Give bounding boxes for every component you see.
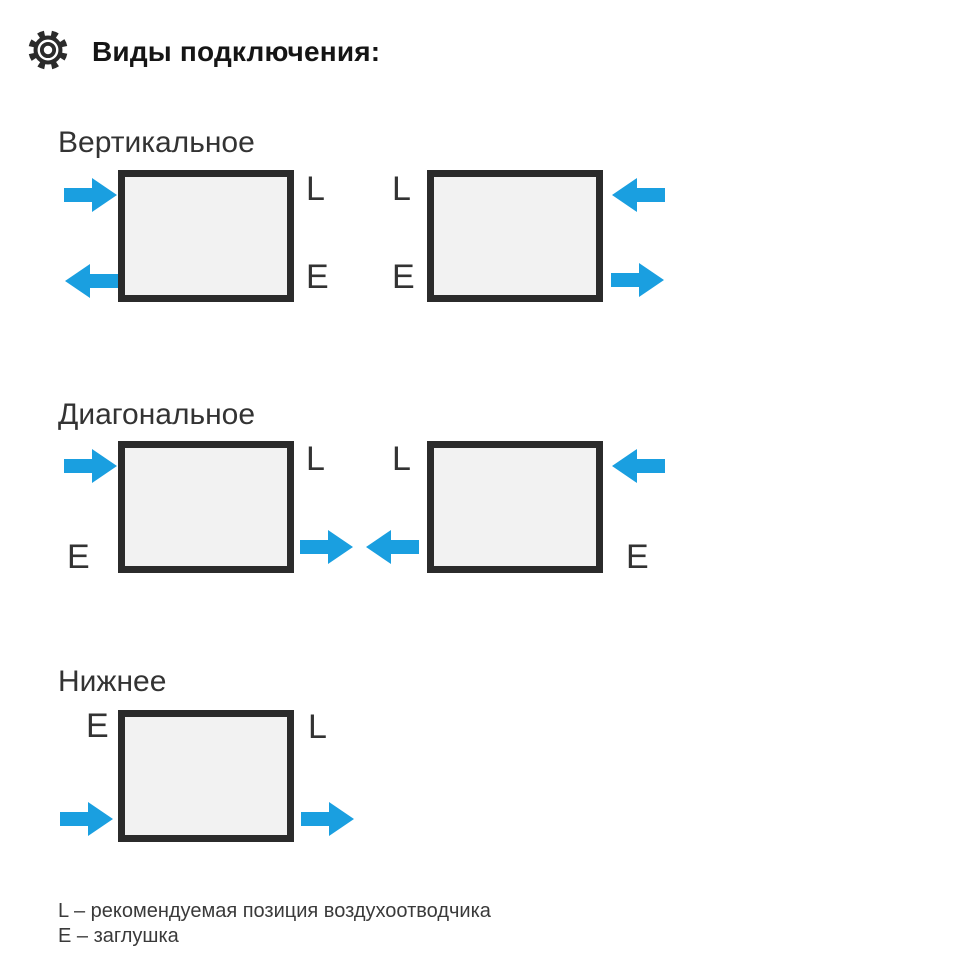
port-label-l: L — [308, 708, 327, 746]
inlet-arrow-icon — [611, 177, 665, 213]
outlet-arrow-icon — [64, 263, 118, 299]
inlet-arrow-icon — [64, 177, 118, 213]
outlet-arrow-icon — [300, 529, 354, 565]
radiator-rect — [118, 441, 294, 573]
gear-icon — [25, 27, 71, 73]
inlet-arrow-icon — [611, 448, 665, 484]
port-label-e: E — [67, 538, 90, 576]
section-title-bottom: Нижнее — [58, 665, 167, 698]
port-label-e: E — [86, 707, 109, 745]
page-title: Виды подключения: — [92, 36, 381, 67]
port-label-l: L — [306, 440, 325, 478]
legend-line-e: E – заглушка — [58, 925, 179, 947]
radiator-rect — [118, 170, 294, 302]
section-title-diagonal: Диагональное — [58, 398, 256, 431]
port-label-l: L — [306, 170, 325, 208]
port-label-l: L — [392, 170, 411, 208]
outlet-arrow-icon — [611, 262, 665, 298]
radiator-rect — [118, 710, 294, 842]
port-label-e: E — [392, 258, 415, 296]
outlet-arrow-icon — [301, 801, 355, 837]
section-title-vertical: Вертикальное — [58, 126, 255, 159]
port-label-l: L — [392, 440, 411, 478]
port-label-e: E — [306, 258, 329, 296]
radiator-rect — [427, 441, 603, 573]
port-label-e: E — [626, 538, 649, 576]
outlet-arrow-icon — [365, 529, 419, 565]
radiator-rect — [427, 170, 603, 302]
legend-line-l: L – рекомендуемая позиция воздухоотводчика — [58, 900, 491, 922]
inlet-arrow-icon — [60, 801, 114, 837]
inlet-arrow-icon — [64, 448, 118, 484]
